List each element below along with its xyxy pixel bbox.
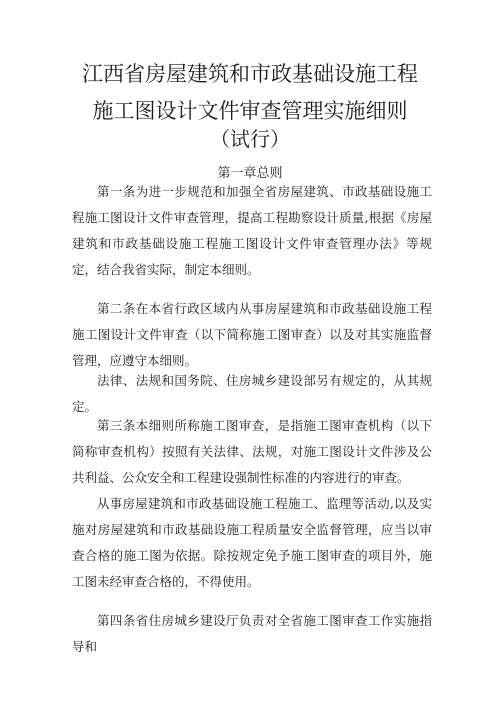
paragraph-article-2: 第二条在本省行政区域内从事房屋建筑和市政基础设施工程施工图设计文件审查（以下简称施工图审查）以及对其实施监督管理，应遵守本细则。: [72, 301, 432, 368]
paragraph-article-2-note: 法律、法规和国务院、住房城乡建设部另有规定的，从其规定。: [72, 373, 432, 414]
paragraph-article-3-continued: 从事房屋建筑和市政基础设施工程施工、监理等活动,以及实施对房屋建筑和市政基础设施工程质量安全监督管理，应当以审查合格的施工图为依据。除按规定免予施工图审查的项目外，施工图未经审查合格的，不得使用。: [72, 496, 432, 589]
document-title-line-1: 江西省房屋建筑和市政基础设施工程: [82, 62, 418, 86]
paragraph-article-3: 第三条本细则所称施工图审查，是指施工图审查机构（以下简称审查机构）按照有关法律、法规，对施工图设计文件涉及公共利益、公众安全和工程建设强制性标准的内容进行的审查。: [72, 418, 432, 485]
document-title-trial-note: （试行）: [210, 127, 290, 151]
document-title-line-2: 施工图设计文件审查管理实施细则: [92, 99, 408, 123]
paragraph-article-4: 第四条省住房城乡建设厅负责对全省施工图审查工作实施指导和: [72, 613, 432, 654]
paragraph-article-1: 第一条为进一步规范和加强全省房屋建筑、市政基础设施工程施工图设计文件审查管理，提高工程勘察设计质量,根据《房屋建筑和市政基础设施工程施工图设计文件审查管理办法》等规定，结合我省实际，制定本细则。: [72, 184, 432, 277]
chapter-heading: 第一章总则: [217, 166, 283, 181]
